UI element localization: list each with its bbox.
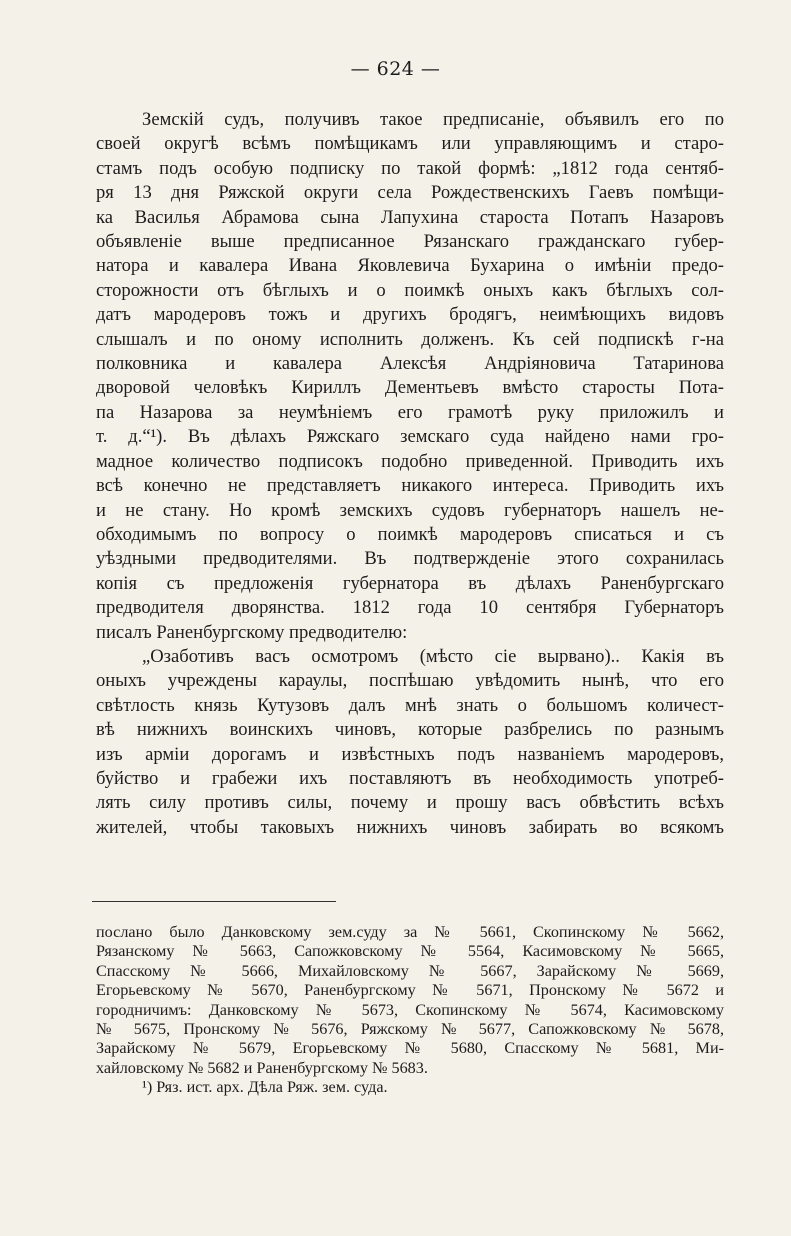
text-line: буйство и грабежи ихъ поставляютъ въ необходимость употреб- [96, 767, 724, 789]
text-line: всѣ конечно не представляетъ никакого интереса. Приводить ихъ [96, 475, 724, 497]
text-line: копія съ предложенія губернатора въ дѣлахъ Раненбургскаго [96, 572, 724, 594]
footnote-text [96, 923, 724, 1098]
text-line: „Озаботивъ васъ осмотромъ (мѣсто сіе вырвано).. Какія въ [142, 645, 724, 667]
text-line: обходимымъ по вопросу о поимкѣ мародеровъ списаться и съ [96, 523, 724, 545]
text-line: ка Василья Абрамова сына Лапухина староста Потапъ Назаровъ [96, 206, 724, 228]
text-line: своей округѣ всѣмъ помѣщикамъ или управляющимъ и старо- [96, 133, 724, 155]
footnote-line: Спасскому № 5666, Михайловскому № 5667, Зарайскому № 5669, [96, 961, 724, 980]
text-line: дворовой человѣкъ Кириллъ Дементьевъ вмѣсто старосты Пота- [96, 377, 724, 399]
footnote-line: Зарайскому № 5679, Егорьевскому № 5680, Спасскому № 5681, Ми- [96, 1039, 724, 1058]
text-line: изъ арміи дорогамъ и извѣстныхъ подъ названіемъ мародеровъ, [96, 743, 724, 765]
footnote-line: № 5675, Пронскому № 5676, Ряжскому № 5677, Сапожковскому № 5678, [96, 1020, 724, 1039]
text-line: слышалъ и по оному исполнить долженъ. Къ сей подпискѣ г-на [96, 328, 724, 350]
footnote-line: городничимъ: Данковскому № 5673, Скопинскому № 5674, Касимовскому [96, 1000, 724, 1019]
text-line: Земскій судъ, получивъ такое предписаніе, объявилъ его по [142, 109, 724, 130]
text-line: свѣтлость князь Кутузовъ далъ мнѣ знать о большомъ количест- [96, 694, 724, 716]
text-line: ря 13 дня Ряжской округи села Рождественскихъ Гаевъ помѣщи- [96, 182, 724, 204]
text-line: уѣздными предводителями. Въ подтвержденіе этого сохранилась [96, 548, 724, 570]
text-line: полковника и кавалера Алексѣя Андріяновича Татаринова [96, 353, 724, 375]
text-line: т. д.“¹). Въ дѣлахъ Ряжскаго земскаго суда найдено нами гро- [96, 426, 724, 448]
footnote-line: послано было Данковскому зем.суду за № 5661, Скопинскому № 5662, [96, 923, 724, 941]
footnote-divider [92, 901, 336, 902]
text-line: стамъ подъ особую подписку по такой формѣ: „1812 года сентяб- [96, 157, 724, 179]
footnote-line: Егорьевскому № 5670, Раненбургскому № 5671, Пронскому № 5672 и [96, 981, 724, 1000]
text-line: лять силу противъ силы, почему и прошу васъ обвѣстить всѣхъ [96, 792, 724, 814]
text-line: предводителя дворянства. 1812 года 10 сентября Губернаторъ [96, 597, 724, 619]
footnote-reference: ¹) Ряз. ист. арх. Дѣла Ряж. зем. суда. [142, 1078, 388, 1097]
text-line: датъ мародеровъ тожъ и другихъ бродягъ, неимѣющихъ видовъ [96, 304, 724, 326]
text-line: и не стану. Но кромѣ земскихъ судовъ губернаторъ нашелъ не- [96, 499, 724, 521]
page-number: — 624 — [350, 58, 441, 80]
text-line: па Назарова за неумѣніемъ его грамотѣ руку приложилъ и [96, 401, 724, 423]
footnote-line: Рязанскому № 5663, Сапожковскому № 5564, Касимовскому № 5665, [96, 942, 724, 961]
footnote-line: хайловскому № 5682 и Раненбургскому № 5683. [96, 1058, 428, 1077]
text-line: натора и кавалера Ивана Яковлевича Бухарина о имѣніи предо- [96, 255, 724, 277]
text-line: сторожности отъ бѣглыхъ и о поимкѣ оныхъ какъ бѣглыхъ сол- [96, 279, 724, 301]
main-text [96, 108, 724, 840]
text-line: вѣ нижнихъ воинскихъ чиновъ, которые разбрелись по разнымъ [96, 719, 724, 741]
text-line: жителей, чтобы таковыхъ нижнихъ чиновъ забирать во всякомъ [96, 816, 724, 838]
text-line: писалъ Раненбургскому предводителю: [96, 621, 408, 643]
text-line: объявленіе выше предписанное Рязанскаго гражданскаго губер- [96, 231, 724, 253]
text-line: мадное количество подписокъ подобно приведенной. Приводить ихъ [96, 450, 724, 472]
text-line: оныхъ учреждены караулы, поспѣшаю увѣдомить нынѣ, что его [96, 670, 724, 692]
